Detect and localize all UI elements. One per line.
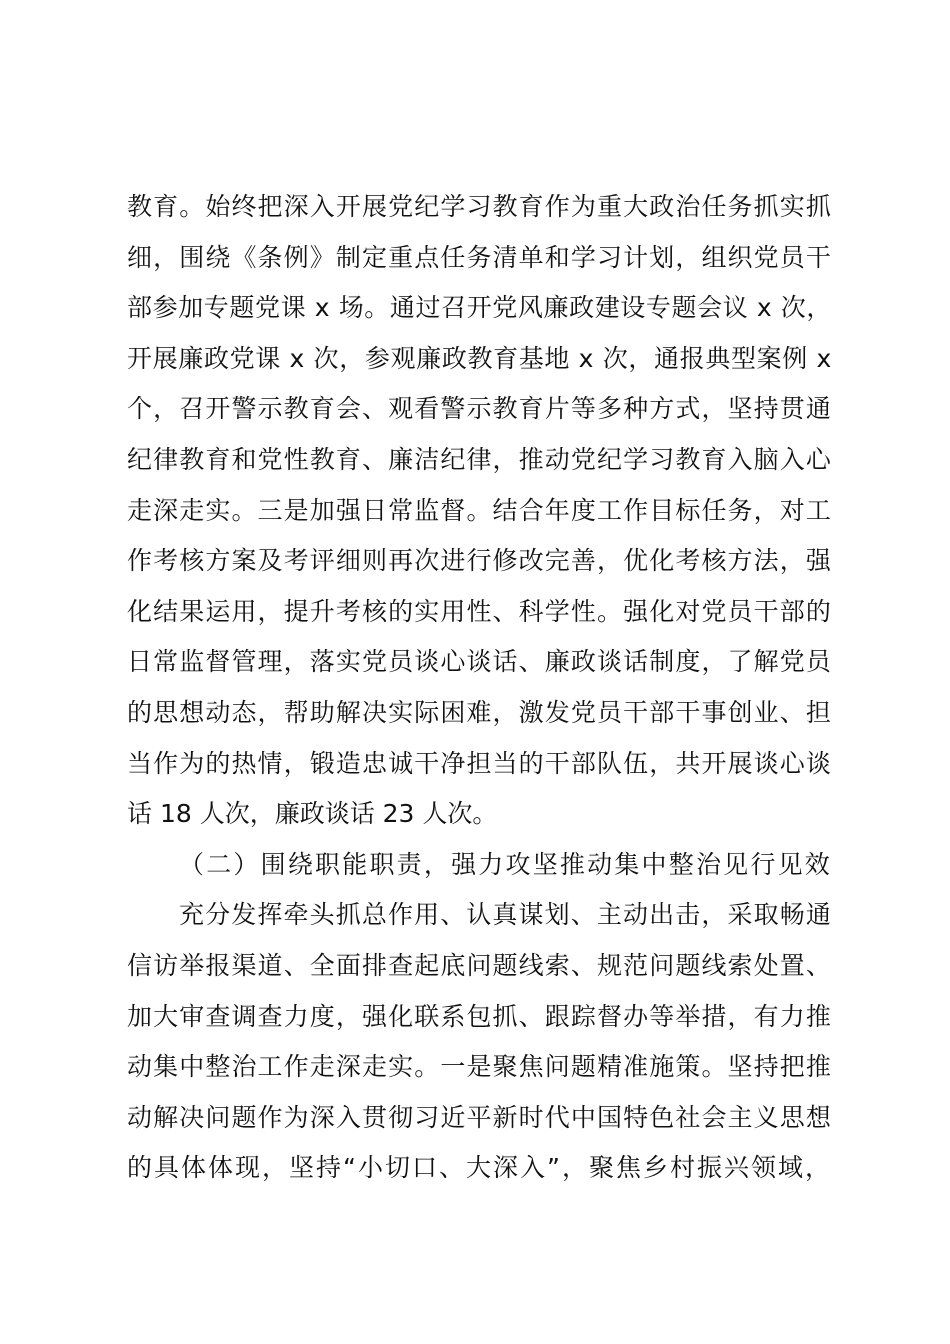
text-line: 加大审查调查力度，强化联系包抓、跟踪督办等举措，有力推: [127, 1001, 832, 1031]
text-line: 信访举报渠道、全面排查起底问题线索、规范问题线索处置、: [127, 950, 832, 980]
text-line: 作考核方案及考评细则再次进行修改完善，优化考核方法，强: [127, 546, 832, 576]
text-line: 化结果运用，提升考核的实用性、科学性。强化对党员干部的: [127, 596, 832, 626]
text-line: 的具体体现，坚持“小切口、大深入”，聚焦乡村振兴领域，: [127, 1153, 832, 1183]
text-line: 细，围绕《条例》制定重点任务清单和学习计划，组织党员干: [127, 242, 832, 272]
text-line: 纪律教育和党性教育、廉洁纪律，推动党纪学习教育入脑入心: [127, 444, 832, 474]
text-line: 部参加专题党课 x 场。通过召开党风廉政建设专题会议 x 次，: [127, 293, 832, 323]
text-line: 教育。始终把深入开展党纪学习教育作为重大政治任务抓实抓: [127, 192, 832, 221]
text-line: 动解决问题作为深入贯彻习近平新时代中国特色社会主义思想: [127, 1102, 832, 1132]
text-line: 开展廉政党课 x 次，参观廉政教育基地 x 次，通报典型案例 x: [127, 343, 832, 373]
text-line: 个，召开警示教育会、观看警示教育片等多种方式，坚持贯通: [127, 394, 832, 424]
paragraph-first-line: 充分发挥牵头抓总作用、认真谋划、主动出击，采取畅通: [179, 900, 832, 930]
text-line: 走深走实。三是加强日常监督。结合年度工作目标任务，对工: [127, 495, 832, 525]
text-line: 话 18 人次，廉政谈话 23 人次。: [127, 799, 498, 829]
body-text: [127, 182, 832, 1194]
text-line: 日常监督管理，落实党员谈心谈话、廉政谈话制度，了解党员: [127, 647, 832, 677]
text-line: 当作为的热情，锻造忠诚干净担当的干部队伍，共开展谈心谈: [127, 748, 832, 778]
section-heading: （二）围绕职能职责，强力攻坚推动集中整治见行见效: [179, 849, 832, 879]
text-line: 的思想动态，帮助解决实际困难，激发党员干部干事创业、担: [127, 697, 832, 727]
text-line: 动集中整治工作走深走实。一是聚焦问题精准施策。坚持把推: [127, 1052, 832, 1082]
